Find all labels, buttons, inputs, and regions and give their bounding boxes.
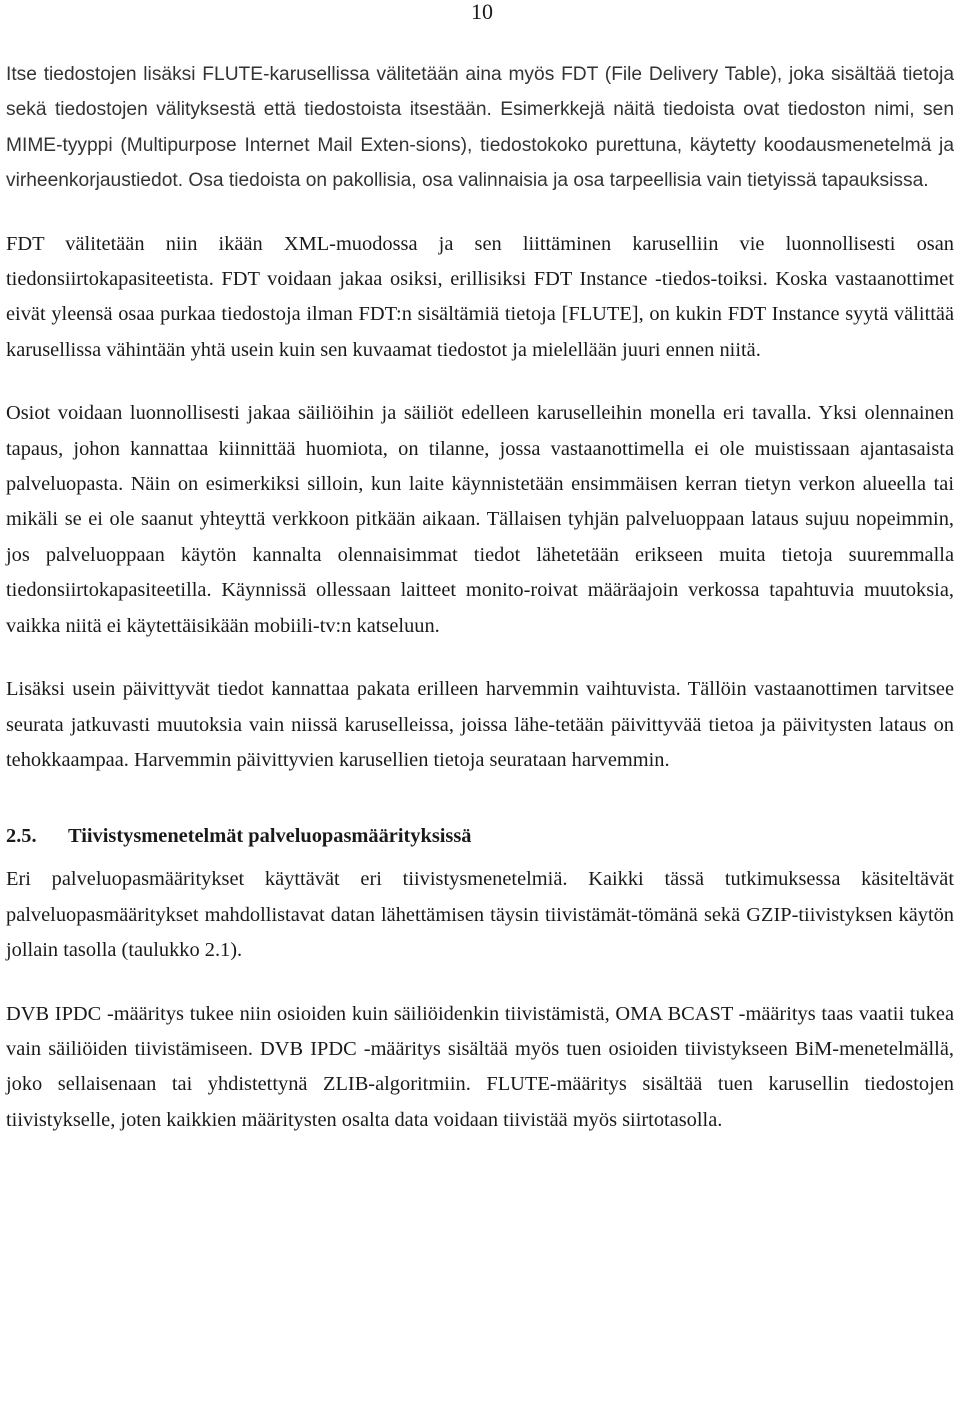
section-number: 2.5.: [6, 825, 37, 848]
paragraph-compression-methods: Eri palveluopasmääritykset käyttävät eri tiivistysmenetelmiä. Kaikki tässä tutkimuksessa käsiteltävät palveluopasmääritykset mahdollistavat datan lähettämisen täysin tiivistämät-tömänä sekä GZIP-tiivistyksen käytön jollain tasolla (taulukko 2.1).: [6, 868, 954, 962]
section-heading: [6, 818, 954, 854]
page-content: [6, 57, 954, 1138]
paragraph-partitioning: Osiot voidaan luonnollisesti jakaa säiliöihin ja säiliöt edelleen karuselleihin monella eri tavalla. Yksi olennainen tapaus, johon kannattaa kiinnittää huomiota, on tilanne, jossa vastaanottimella ei ole muistissaan ajantasaista palveluopasta. Näin on esimerkiksi silloin, kun laite käynnistetään ensimmäisen kerran tietyn verkon alueella tai mikäli se ei ole saanut yhteyttä verkkoon pitkään aikaan. Tällaisen tyhjän palveluoppaan lataus sujuu nopeimmin, jos palveluoppaan käytön kannalta olennaisimmat tiedot lähetetään erikseen muita tietoja suuremmalla tiedonsiirtokapasiteetilla. Käynnissä ollessaan laitteet monito-roivat määräajoin verkossa tapahtuvia muutoksia, vaikka niitä ei käytettäisikään mobiili-tv:n katseluun.: [6, 402, 954, 637]
paragraph-dvb-ipdc: DVB IPDC -määritys tukee niin osioiden kuin säiliöidenkin tiivistämistä, OMA BCAST -määritys taas vaatii tukea vain säiliöiden tiivistämiseen. DVB IPDC -määritys sisältää myös tuen osioiden tiivistykseen BiM-menetelmällä, joko sellaisenaan tai yhdistettynä ZLIB-algoritmiin. FLUTE-määritys sisältää tuen karusellin tiedostojen tiivistykselle, joten kaikkien määritysten osalta data voidaan tiivistää myös siirtotasolla.: [6, 1002, 954, 1131]
paragraph-frequent-updates: Lisäksi usein päivittyvät tiedot kannattaa pakata erilleen harvemmin vaihtuvista. Tällöin vastaanottimen tarvitsee seurata jatkuvasti muutoksia vain niissä karuselleissa, joissa lähe-tetään päivittyvää tietoa ja päivitysten lataus on tehokkaampaa. Harvemmin päivittyvien karusellien tietoja seurataan harvemmin.: [6, 678, 954, 771]
paragraph-fdt-xml: FDT välitetään niin ikään XML-muodossa ja sen liittäminen karuselliin vie luonnollisesti osan tiedonsiirtokapasiteetista. FDT voidaan jakaa osiksi, erillisiksi FDT Instance -tiedos-toiksi. Koska vastaanottimet eivät yleensä osaa purkaa tiedostoja ilman FDT:n sisältämiä tietoja [FLUTE], on kukin FDT Instance syytä välittää karusellissa vähintään yhtä usein kuin sen kuvaamat tiedostot ja mielellään juuri ennen niitä.: [6, 232, 954, 361]
page-number: 10: [471, 0, 493, 24]
section-title: Tiivistysmenetelmät palveluopasmäärityksissä: [68, 825, 472, 848]
paragraph-fdt-intro: Itse tiedostojen lisäksi FLUTE-karusellissa välitetään aina myös FDT (File Delivery Table), joka sisältää tietoja sekä tiedostojen välityksestä että tiedostoista itsestään. Esimerkkejä näitä tiedoista ovat tiedoston nimi, sen MIME-tyyppi (Multipurpose Internet Mail Exten-sions), tiedostokoko purettuna, käytetty koodausmenetelmä ja virheenkorjaustiedot. Osa tiedoista on pakollisia, osa valinnaisia ja osa tarpeellisia vain tietyissä tapauksissa.: [6, 64, 954, 192]
